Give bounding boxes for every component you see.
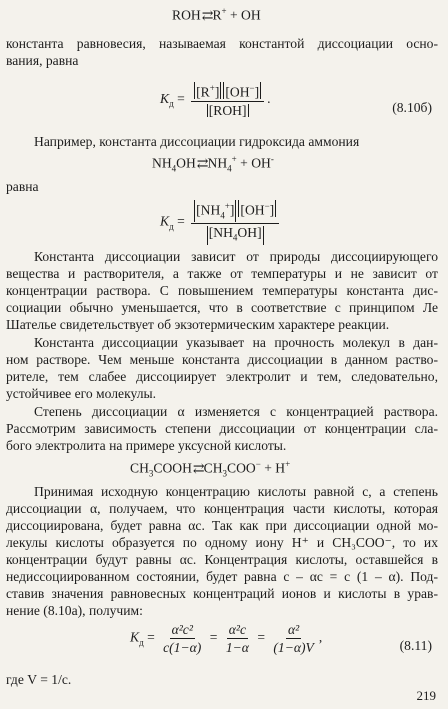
reaction-roh-right: R — [212, 7, 222, 23]
formula-nh4oh-num1: NH — [200, 202, 221, 218]
para5-line2: ном растворе. Чем меньше константа диссоциации в данном раство- — [6, 352, 438, 367]
reaction-acetic-left: CH — [130, 460, 149, 476]
reaction-nh4oh-left-sub: 4 — [171, 163, 177, 174]
reaction-nh4oh-right-sup: + — [231, 154, 237, 164]
formula-8-10b-den: ROH — [213, 102, 242, 118]
formula-8-11-f3-den: (1−α)V — [273, 640, 314, 655]
formula-8-11-f1-num: α²c² — [171, 622, 193, 637]
formula-8-11-f2-den: 1−α — [225, 640, 249, 655]
formula-8-10b-num1-sup: + — [209, 83, 215, 93]
para7-line8: нение (8.10а), получим: — [6, 603, 143, 618]
para7-line7: ставив значения равновесных концентраций ионов и кислоты в урав- — [6, 586, 438, 601]
equation-number-8-11: (8.11) — [399, 638, 432, 653]
formula-8-10b-num1: R — [200, 84, 210, 100]
formula-8-10b-fraction: $\frac{[R^+] [OH^-]}{\text{[ROH]}}$ — [191, 82, 264, 118]
reaction-roh-left: ROH — [172, 7, 201, 23]
formula-nh4oh-den-sub: 4 — [232, 232, 238, 243]
reaction-roh-tail: + OH — [226, 7, 261, 23]
formula-8-11-f1-den: c(1−α) — [163, 640, 202, 655]
para5-line3: рителе, тем слабее диссоциирует электролит и тем, следовательно, — [6, 369, 438, 384]
formula-nh4oh-den-tail: OH — [237, 225, 258, 241]
para4-line5: Шателье свидетельствует об экзотермическим характере реакции. — [6, 317, 390, 332]
formula-8-10b-num2-sup: − — [249, 83, 255, 93]
para7-line3: диссоциирована, будет равна αc. Так как при диссоциации одной мо- — [6, 518, 438, 533]
para6-line3: бого электролита на примере уксусной кислоты. — [6, 438, 287, 453]
para7-line1: Принимая исходную концентрацию кислоты равной c, а степень — [34, 484, 438, 499]
formula-nh4oh-kd: $K_д$ = $\frac{[NH_4^+] [OH^-]}{[NH_4OH]}$ — [160, 200, 282, 245]
para4-line1: Константа диссоциации зависит от природы диссоциирующего — [34, 249, 438, 264]
equation-number-8-10b: (8.10б) — [392, 100, 432, 115]
formula-8-10b: $K_д$ = $\frac{[R^+] [OH^-]}{\text{[ROH]}}$ . — [160, 83, 271, 118]
reaction-acetic-right-tail: COO — [227, 460, 256, 476]
reaction-roh — [172, 6, 261, 25]
reaction-nh4oh — [152, 154, 274, 173]
para7-line5: концентрации будут равны αc. Концентрация кислоты, оставшейся в — [6, 552, 438, 567]
para7-line6: недиссоциированном состоянии, будет равна c – αc = c (1 – α). Под- — [6, 569, 438, 584]
formula-nh4oh-num1-sub: 4 — [220, 210, 225, 221]
para5-line1: Константа диссоциации указывает на прочность молекул в дан- — [34, 335, 438, 350]
reaction-nh4oh-left: NH — [152, 155, 172, 171]
reaction-acetic-left-sub: 3 — [148, 468, 154, 479]
reaction-nh4oh-right-sub: 4 — [227, 163, 232, 174]
formula-nh4oh-den: NH — [213, 225, 233, 241]
reaction-acetic-right-sup: − — [255, 459, 261, 469]
para1-line2: вания, равна — [6, 53, 79, 68]
reaction-acetic-right: CH — [203, 460, 223, 476]
formula-nh4oh-num2: OH — [244, 202, 265, 218]
formula-8-10b-k-sub: д — [169, 98, 174, 109]
reaction-nh4oh-right: NH — [207, 155, 228, 171]
para4-line2: вещества и растворителя, а также от температуры и не зависит от — [6, 266, 438, 281]
para8-text: где V = 1/c. — [6, 672, 72, 687]
formula-8-11: $K_д$ = $\frac{\text{α²c²}}{c(1-\alpha)}$ = $\frac{\text{α²c}}{1-\alpha}$ = $\frac{\text{α²}}{(1-\alpha)V}$ , — [130, 622, 323, 655]
reaction-acetic-left-tail: COOH — [153, 460, 192, 476]
para7-line2: диссоциации α, получаем, что концентрация части кислоты, которая — [6, 501, 438, 516]
formula-8-11-k-sub: д — [139, 637, 144, 648]
formula-8-11-tail: , — [318, 629, 323, 645]
reaction-roh-charge: + — [221, 6, 227, 16]
para3-line1: равна — [6, 179, 39, 194]
para5-line4: устойчивее его молекулы. — [6, 386, 157, 401]
reaction-nh4oh-left-tail: OH — [176, 155, 196, 171]
reaction-acetic-plus-sup: + — [285, 459, 291, 469]
para4-line3: концентрации раствора. С повышением температуры константа дис- — [6, 283, 438, 298]
reaction-acetic-right-sub: 3 — [222, 468, 228, 479]
reaction-nh4oh-oh-sup: - — [270, 154, 274, 164]
reaction-acetic-plus: + H — [260, 460, 286, 476]
formula-8-10b-period: . — [267, 90, 271, 106]
formula-nh4oh-num1-sup: + — [224, 201, 230, 211]
formula-8-11-fraction-3 — [271, 622, 315, 655]
formula-8-11-f2-num: α²c — [228, 622, 246, 637]
para4-line4: социации обычно уменьшается, что в соответствие с принципом Ле — [6, 300, 438, 315]
formula-8-11-fraction-2 — [224, 622, 251, 655]
formula-8-10b-k: K — [160, 90, 170, 106]
equilibrium-arrow-icon: ⇄ — [201, 8, 212, 24]
formula-nh4oh-fraction: $\frac{[NH_4^+] [OH^-]}{[NH_4OH]}$ — [191, 200, 279, 245]
formula-8-11-f3-num: α² — [288, 622, 300, 637]
para1-line1: константа равновесия, называемая константой диссоциации осно- — [6, 36, 438, 51]
formula-nh4oh-k-sub: д — [169, 221, 174, 232]
para7-line4: лекулы кислоты образуется по одному иону H⁺ и CH₃COO⁻, то их — [6, 535, 438, 550]
reaction-acetic-acid — [130, 459, 290, 478]
para6-line2: Рассмотрим зависимость степени диссоциации от концентрации сла- — [6, 421, 438, 436]
formula-8-10b-num2: OH — [229, 84, 250, 100]
formula-8-11-k: K — [130, 629, 140, 645]
equilibrium-arrow-icon: ⇄ — [196, 156, 207, 172]
page-number: 219 — [416, 688, 436, 703]
formula-nh4oh-k: K — [160, 213, 170, 229]
para2-line1: Например, константа диссоциации гидроксида аммония — [34, 134, 360, 149]
reaction-nh4oh-right-tail: + OH — [236, 155, 271, 171]
equilibrium-arrow-icon: ⇄ — [192, 461, 203, 477]
formula-8-11-fraction-1 — [161, 622, 203, 655]
para6-line1: Степень диссоциации α изменяется с концентрацией раствора. — [34, 404, 438, 419]
formula-nh4oh-num2-sup: − — [264, 201, 270, 211]
